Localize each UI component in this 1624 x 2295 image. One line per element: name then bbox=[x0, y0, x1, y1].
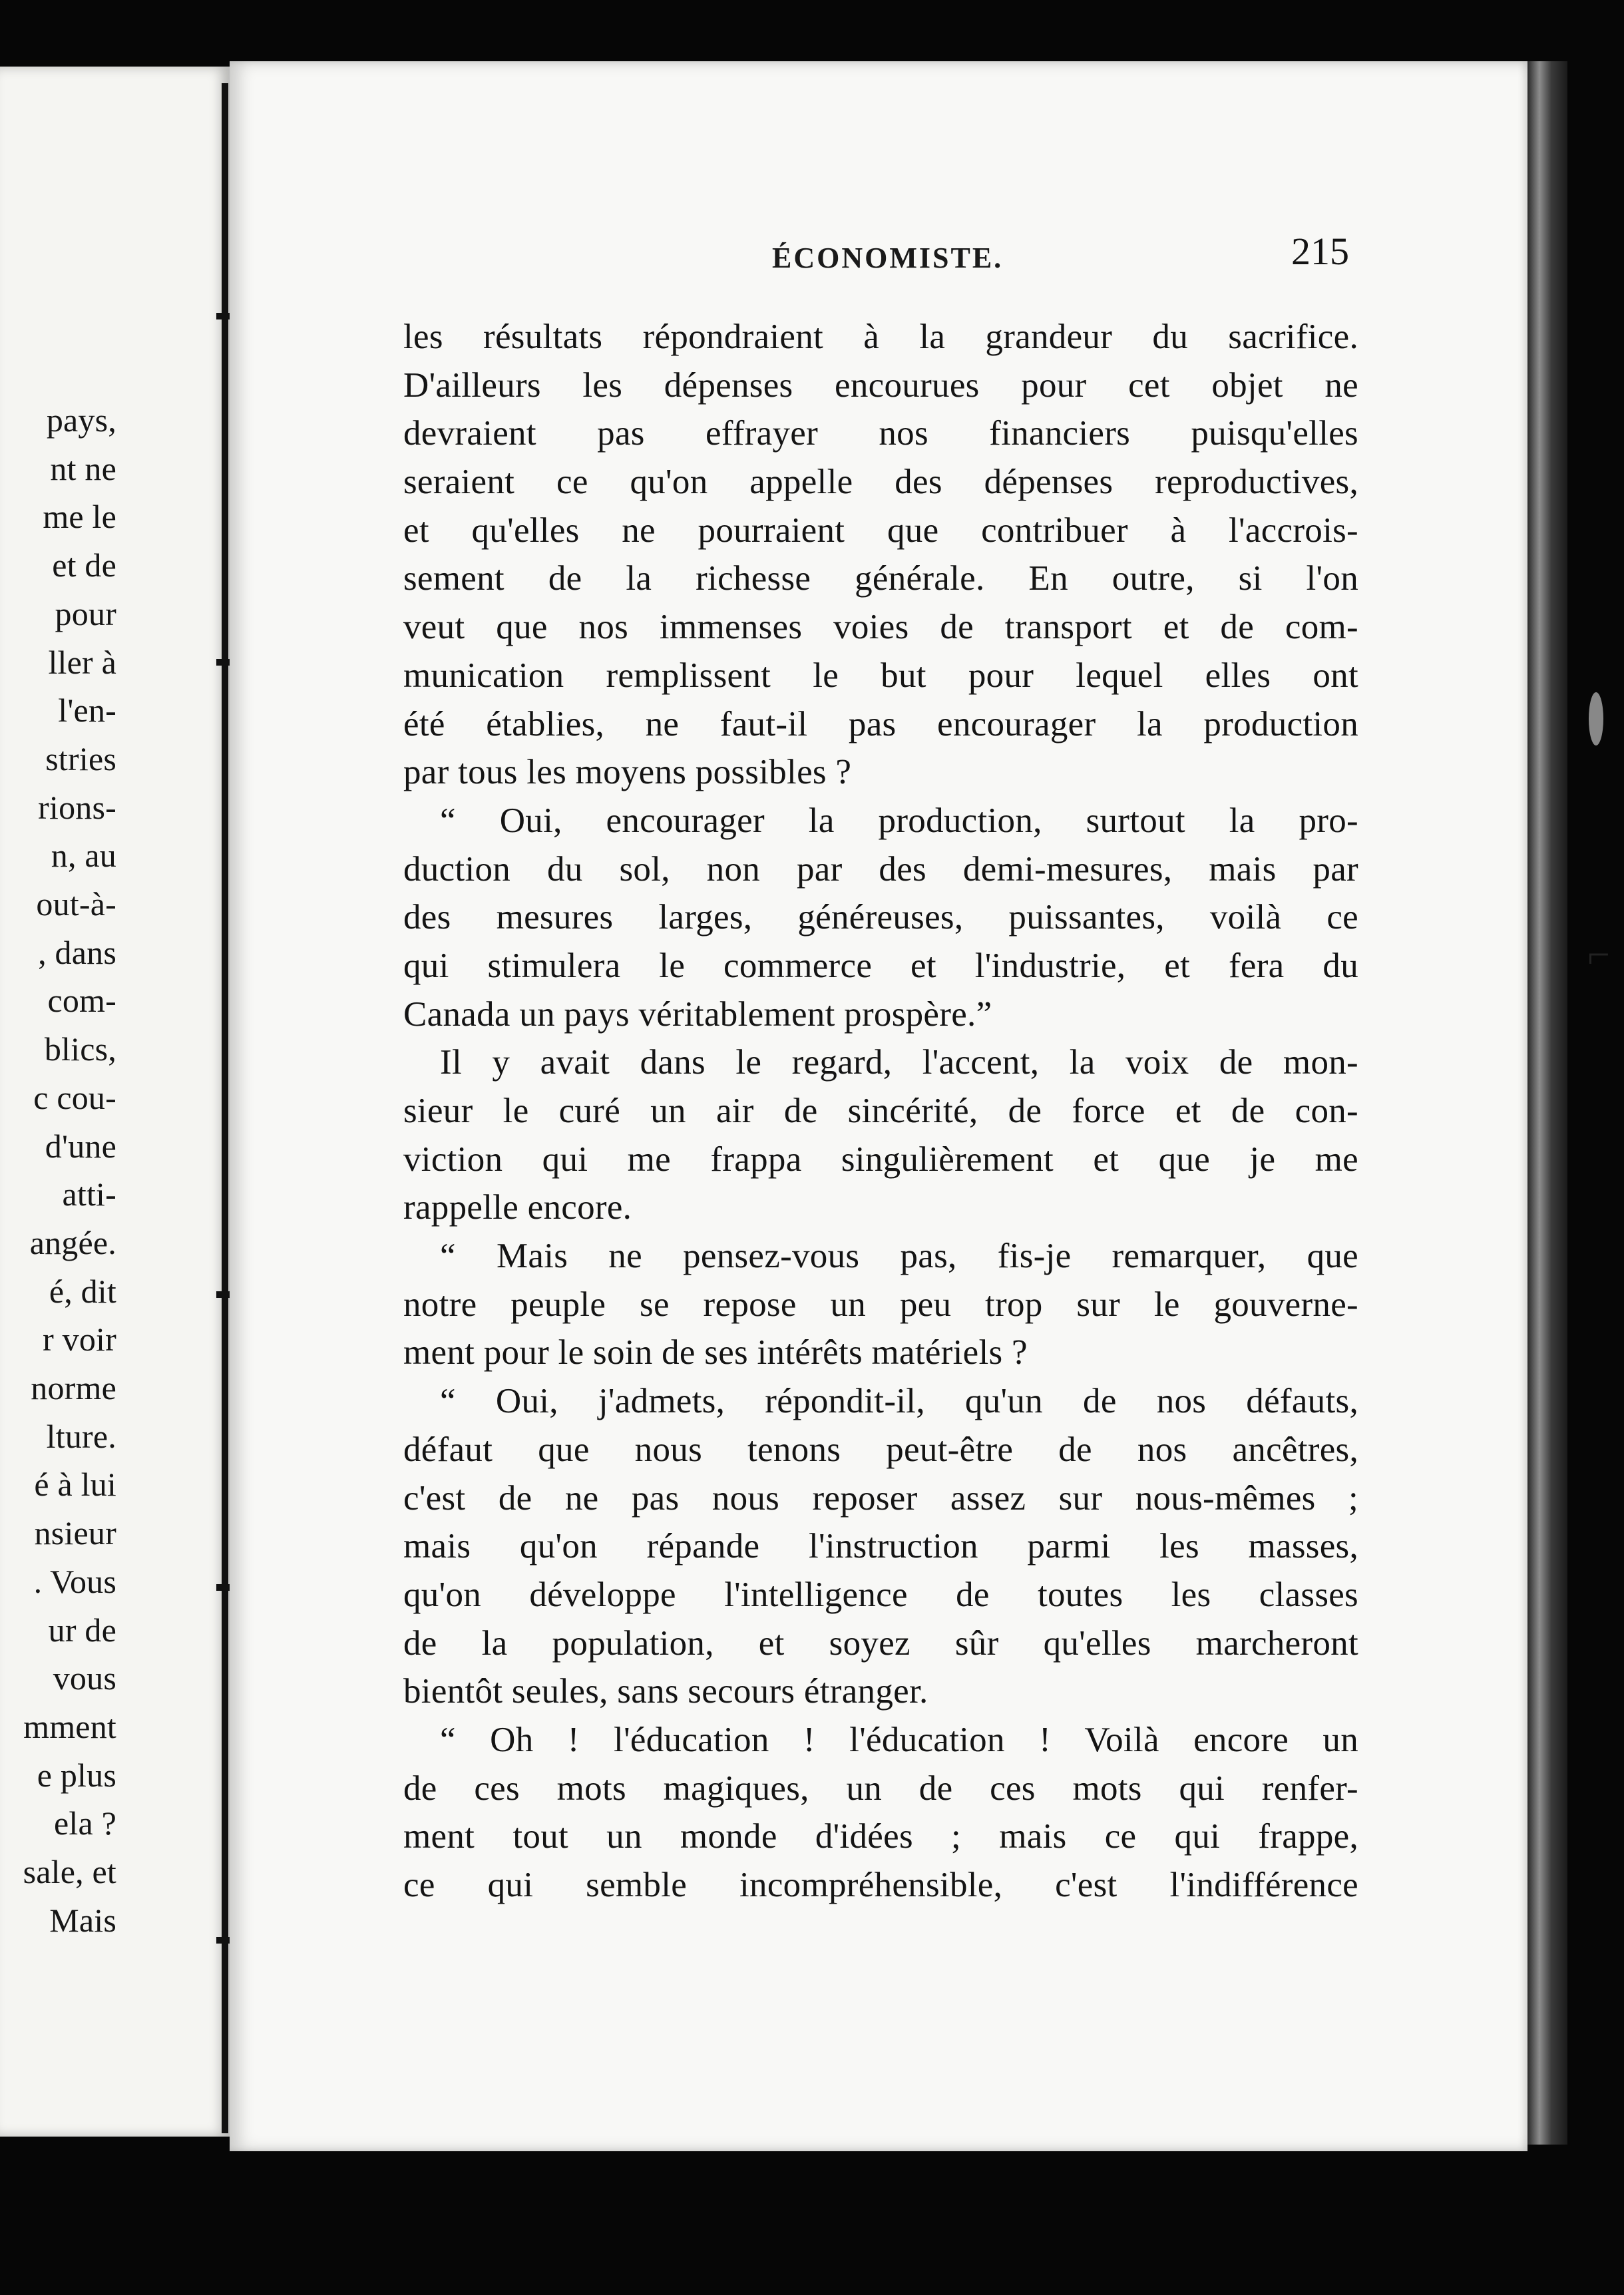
scan-artifact: ⌐ bbox=[1587, 933, 1610, 976]
previous-page-line: com- bbox=[47, 982, 116, 1020]
body-text bbox=[403, 313, 1358, 1910]
previous-page-line: . Vous bbox=[33, 1562, 116, 1600]
text-line: sieur le curé un air de sincérité, de force et de con- bbox=[403, 1092, 1358, 1130]
text-line: rappelle encore. bbox=[403, 1188, 632, 1227]
previous-page-line: ller à bbox=[48, 643, 116, 681]
text-line: duction du sol, non par des demi-mesures, mais par bbox=[403, 849, 1358, 889]
previous-page-line: rions- bbox=[38, 788, 116, 826]
previous-page-line: Mais bbox=[49, 1901, 116, 1939]
scan-artifact bbox=[1589, 692, 1603, 745]
text-line: viction qui me frappa singulièrement et que je me bbox=[403, 1140, 1358, 1179]
text-line: été établies, ne faut-il pas encourager la production bbox=[403, 704, 1358, 743]
previous-page-line: nt ne bbox=[50, 449, 116, 487]
previous-page-line: atti- bbox=[62, 1175, 116, 1213]
previous-page-line: me le bbox=[43, 498, 116, 536]
previous-page-line: , dans bbox=[38, 933, 116, 971]
text-line: sement de la richesse générale. En outre, si l'on bbox=[403, 559, 1358, 598]
previous-page-line: sale, et bbox=[23, 1853, 116, 1891]
text-line: qu'on développe l'intelligence de toutes les classes bbox=[403, 1575, 1358, 1614]
previous-page-line: pour bbox=[55, 594, 116, 632]
text-line: “ Oh ! l'éducation ! l'éducation ! Voilà encore un bbox=[440, 1720, 1358, 1759]
text-line: mais qu'on répande l'instruction parmi les masses, bbox=[403, 1527, 1358, 1566]
page-edge bbox=[1527, 61, 1567, 2145]
page-number: 215 bbox=[1291, 230, 1349, 273]
text-line: munication remplissent le but pour lequel elles ont bbox=[403, 656, 1358, 695]
text-line: défaut que nous tenons peut-être de nos ancêtres, bbox=[403, 1430, 1358, 1469]
previous-page bbox=[0, 67, 230, 2137]
previous-page-line: stries bbox=[45, 739, 116, 777]
text-line: “ Mais ne pensez-vous pas, fis-je remarquer, que bbox=[440, 1237, 1358, 1276]
previous-page-line: lture. bbox=[46, 1417, 116, 1455]
text-line: bientôt seules, sans secours étranger. bbox=[403, 1672, 928, 1711]
text-line: Canada un pays véritablement prospère.” bbox=[403, 994, 992, 1034]
previous-page-line: ur de bbox=[48, 1611, 116, 1649]
text-line: ment pour le soin de ses intérêts matériels ? bbox=[403, 1333, 1028, 1372]
text-line: Il y avait dans le regard, l'accent, la voix de mon- bbox=[440, 1043, 1358, 1082]
text-line: des mesures larges, généreuses, puissantes, voilà ce bbox=[403, 898, 1358, 937]
previous-page-line: blics, bbox=[44, 1030, 116, 1068]
text-line: devraient pas effrayer nos financiers puisqu'elles bbox=[403, 414, 1358, 453]
previous-page-line: d'une bbox=[45, 1127, 116, 1165]
previous-page-line: nsieur bbox=[34, 1514, 116, 1552]
text-line: veut que nos immenses voies de transport et de com- bbox=[403, 608, 1358, 647]
text-line: de la population, et soyez sûr qu'elles marcheront bbox=[403, 1623, 1358, 1663]
text-line: ce qui semble incompréhensible, c'est l'indifférence bbox=[403, 1866, 1358, 1904]
text-line: ment tout un monde d'idées ; mais ce qui frappe, bbox=[403, 1817, 1358, 1856]
previous-page-text bbox=[23, 396, 116, 1945]
book-gutter bbox=[222, 83, 228, 2133]
text-line: de ces mots magiques, un de ces mots qui renfer- bbox=[403, 1769, 1358, 1808]
text-line: “ Oui, encourager la production, surtout la pro- bbox=[440, 801, 1358, 840]
previous-page-line: é, dit bbox=[49, 1272, 116, 1310]
text-line: c'est de ne pas nous reposer assez sur nous-mêmes ; bbox=[403, 1478, 1358, 1518]
previous-page-line: angée. bbox=[29, 1223, 116, 1261]
previous-page-line: r voir bbox=[43, 1321, 116, 1358]
previous-page-line: vous bbox=[53, 1659, 116, 1697]
previous-page-line: n, au bbox=[51, 837, 116, 875]
previous-page-line: mment bbox=[23, 1707, 116, 1745]
previous-page-line: ela ? bbox=[54, 1804, 116, 1842]
text-line: seraient ce qu'on appelle des dépenses reproductives, bbox=[403, 463, 1358, 502]
previous-page-line: et de bbox=[52, 546, 116, 584]
text-line: par tous les moyens possibles ? bbox=[403, 753, 852, 792]
text-line: et qu'elles ne pourraient que contribuer à l'accrois- bbox=[403, 511, 1358, 550]
previous-page-line: c cou- bbox=[33, 1078, 116, 1116]
text-line: “ Oui, j'admets, répondit-il, qu'un de nos défauts, bbox=[440, 1382, 1358, 1421]
text-line: notre peuple se repose un peu trop sur le gouverne- bbox=[403, 1285, 1358, 1324]
previous-page-line: out-à- bbox=[36, 885, 116, 923]
previous-page-line: norme bbox=[31, 1369, 116, 1407]
previous-page-line: pays, bbox=[46, 401, 116, 439]
text-line: D'ailleurs les dépenses encourues pour cet objet ne bbox=[403, 365, 1358, 405]
previous-page-line: l'en- bbox=[58, 692, 116, 730]
text-line: les résultats répondraient à la grandeur du sacrifice. bbox=[403, 317, 1358, 356]
text-line: qui stimulera le commerce et l'industrie, et fera du bbox=[403, 946, 1358, 985]
previous-page-line: é à lui bbox=[34, 1466, 116, 1504]
running-head: ÉCONOMISTE. bbox=[772, 242, 1004, 274]
previous-page-line: e plus bbox=[37, 1756, 116, 1794]
